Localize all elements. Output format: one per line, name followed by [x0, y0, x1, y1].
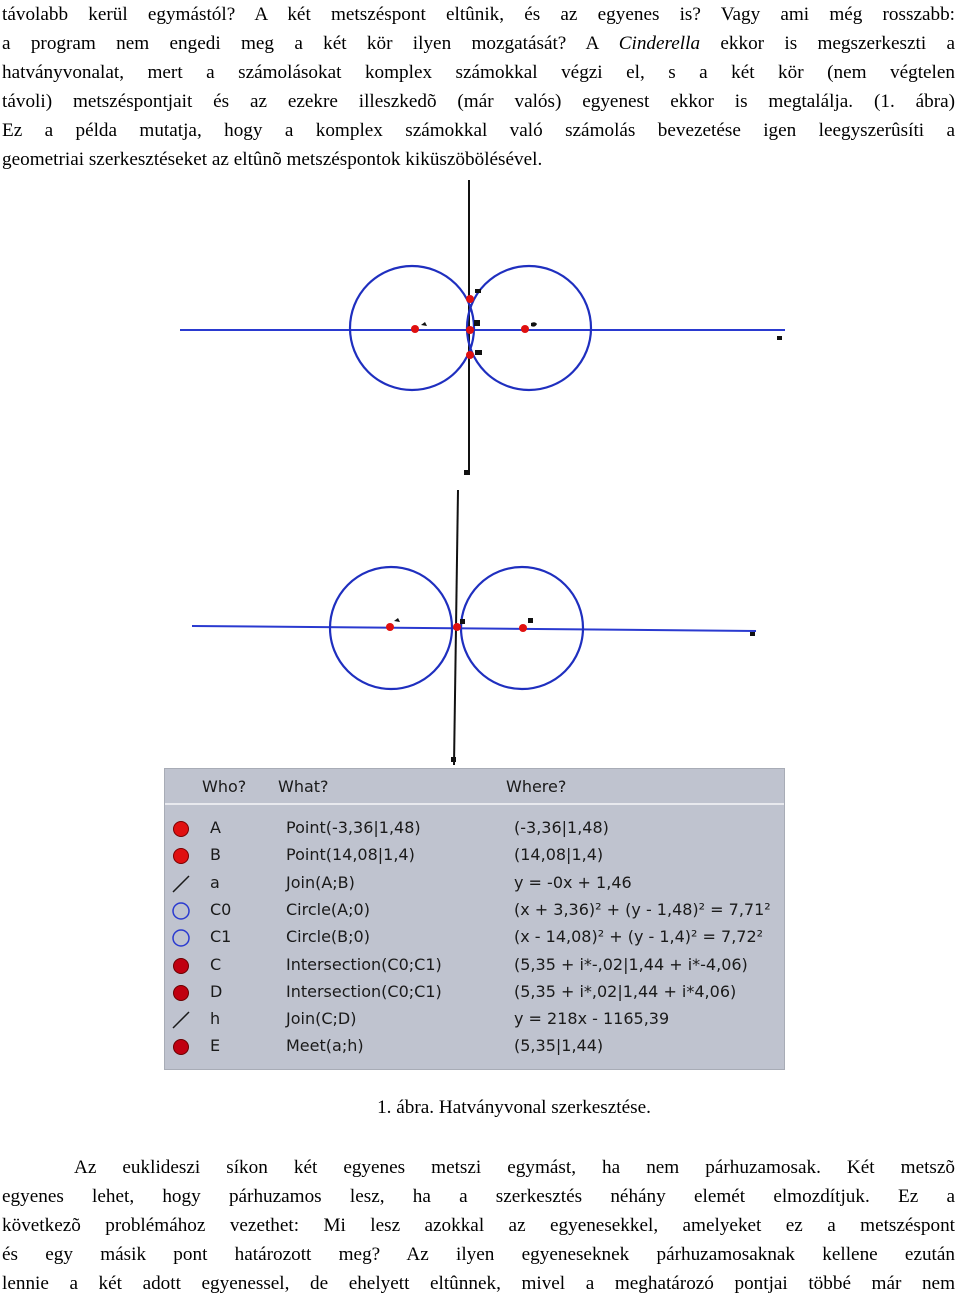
point-e	[466, 326, 474, 334]
cell-where: (-3,36|1,48)	[514, 818, 609, 837]
line-label-h	[464, 470, 469, 475]
red-point-icon	[171, 819, 191, 839]
geometry-figure	[0, 175, 960, 770]
point-label-e	[474, 320, 480, 326]
table-row[interactable]	[165, 815, 784, 842]
text-line: Ez a példa mutatja, hogy a komplex számokkal való számolás bevezetése igen leegyszerûsíti a	[2, 120, 955, 141]
cell-what: Point(14,08|1,4)	[286, 845, 415, 865]
cell-what: Circle(B;0)	[286, 927, 370, 947]
cell-who: E	[210, 1036, 221, 1056]
cell-who: C1	[210, 927, 232, 947]
cell-who: C0	[210, 899, 232, 919]
table-row[interactable]	[165, 979, 784, 1006]
cell-what: Circle(A;0)	[286, 899, 370, 919]
cell-who: a	[210, 872, 220, 892]
point-b-2	[519, 624, 527, 632]
point-label-a	[421, 322, 427, 326]
cell-who: B	[210, 845, 221, 865]
text-line: következõ problémához vezethet: Mi lesz azokkal az egyenesekkel, amelyeket ez a metszéspont	[2, 1215, 955, 1236]
italic-term: Cinderella	[618, 33, 701, 54]
table-row[interactable]	[165, 842, 784, 869]
cell-who: C	[210, 954, 222, 974]
text-line: egyenes lehet, hogy párhuzamos lesz, ha a szerkesztés néhány elemét elmozdítjuk. Ez a	[2, 1186, 955, 1207]
cell-where: (14,08|1,4)	[514, 845, 604, 865]
header-where: Where?	[506, 777, 567, 796]
point-label-b-2	[528, 618, 533, 623]
point-label-a-2	[394, 618, 400, 622]
point-a-2	[386, 623, 394, 631]
text-line: Az euklideszi síkon két egyenes metszi egymást, ha nem párhuzamosak. Két metszõ	[74, 1157, 955, 1178]
text-line: és egy másik pont határozott meg? Az ilyen egyeneseknek párhuzamosaknak kellene ezután	[2, 1244, 955, 1265]
table-row[interactable]	[165, 870, 784, 897]
table-row[interactable]	[165, 1033, 784, 1060]
table-row[interactable]	[165, 924, 784, 951]
construction-separated	[192, 490, 756, 765]
cell-what: Meet(a;h)	[286, 1036, 364, 1056]
point-c	[466, 295, 474, 303]
construction-intersecting	[180, 180, 785, 475]
cell-what: Join(A;B)	[286, 872, 355, 892]
line-label-a-2	[750, 632, 755, 636]
circle-c1	[467, 266, 591, 390]
table-row[interactable]	[165, 897, 784, 924]
cell-where: (5,35 + i*,02|1,44 + i*4,06)	[514, 981, 737, 1001]
cell-what: Point(-3,36|1,48)	[286, 818, 421, 837]
red-point-icon	[171, 846, 191, 866]
dark-red-point-icon	[171, 956, 191, 976]
cell-where: y = -0x + 1,46	[514, 872, 632, 892]
cell-where: (x + 3,36)² + (y - 1,48)² = 7,71²	[514, 899, 771, 919]
header-who: Who?	[202, 777, 247, 796]
text-line: a program nem engedi meg a két kör ilyen mozgatását? A Cinderella ekkor is megszerkeszti a	[2, 33, 956, 54]
object-table	[164, 768, 785, 1070]
cell-who: A	[210, 818, 221, 837]
circle-icon	[171, 901, 191, 921]
line-label-a	[777, 336, 782, 340]
point-a	[411, 325, 419, 333]
point-label-d	[475, 350, 482, 355]
cell-where: y = 218x - 1165,39	[514, 1009, 670, 1029]
point-e-2	[453, 623, 461, 631]
intro-paragraph	[2, 0, 955, 174]
cell-what: Join(C;D)	[286, 1009, 357, 1029]
cell-what: Intersection(C0;C1)	[286, 981, 442, 1001]
table-row[interactable]	[165, 1006, 784, 1033]
point-label-b	[531, 322, 537, 326]
line-icon	[171, 874, 191, 894]
table-row[interactable]	[165, 952, 784, 979]
line-icon	[171, 1010, 191, 1030]
text-line: geometriai szerkesztéseket az eltûnõ metszéspontok kiküszöbölésével.	[2, 149, 543, 170]
dark-red-point-icon	[171, 983, 191, 1003]
cell-where: (x - 14,08)² + (y - 1,4)² = 7,72²	[514, 927, 764, 947]
point-label-c	[475, 289, 481, 293]
point-b	[521, 325, 529, 333]
line-label-h-2	[451, 757, 456, 762]
cell-where: (5,35|1,44)	[514, 1036, 604, 1056]
cell-where: (5,35 + i*-,02|1,44 + i*-4,06)	[514, 954, 748, 974]
dark-red-point-icon	[171, 1037, 191, 1057]
figure-caption: 1. ábra. Hatványvonal szerkesztése.	[377, 1097, 651, 1118]
cell-who: h	[210, 1009, 221, 1029]
line-a-2	[192, 626, 756, 631]
text-line: hatványvonalat, mert a számolásokat komplex számokkal végzi el, s a két kör (nem végtelen	[2, 62, 955, 83]
point-d	[466, 351, 474, 359]
text-line: távoli) metszéspontjait és az ezekre illeszkedõ (már valós) egyenest ekkor is megtalálja. (1. ábra)	[2, 91, 955, 112]
text-line: lennie a két adott egyenessel, de ehelyett eltûnnek, mivel a meghatározó pontjai többé már nem	[2, 1273, 955, 1294]
header-what: What?	[278, 777, 329, 796]
table-header	[165, 769, 784, 805]
cell-what: Intersection(C0;C1)	[286, 954, 442, 974]
cell-who: D	[210, 981, 223, 1001]
point-label-e-2	[460, 619, 465, 624]
body-paragraph	[2, 1153, 955, 1298]
circle-icon	[171, 928, 191, 948]
text-line: távolabb kerül egymástól? A két metszéspont eltûnik, és az egyenes is? Vagy ami még rosszabb:	[2, 4, 955, 25]
